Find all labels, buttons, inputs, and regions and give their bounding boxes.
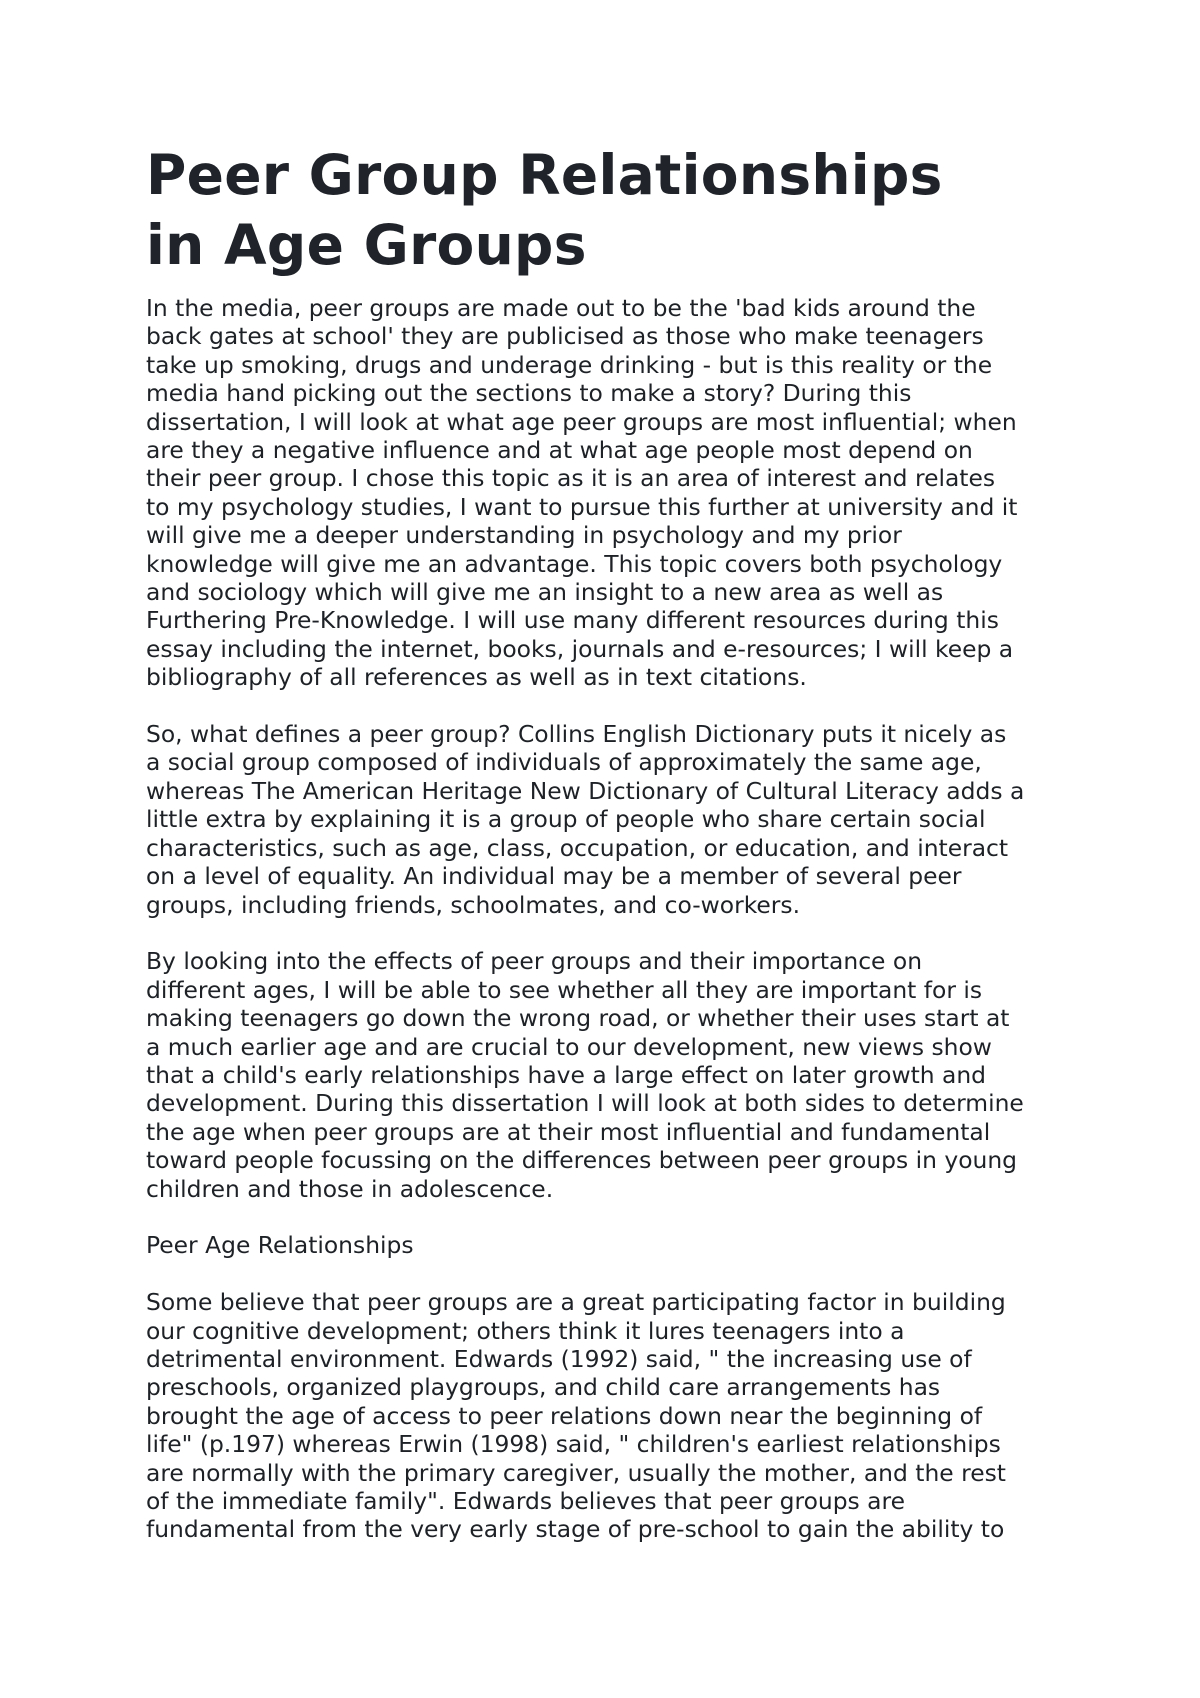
text-line: a social group composed of individuals of approximately the same age, (146, 748, 982, 777)
text-line: Some believe that peer groups are a great participating factor in building (146, 1288, 1006, 1317)
text-line: are normally with the primary caregiver, usually the mother, and the rest (146, 1458, 1006, 1487)
title-line: Peer Group Relationships (146, 143, 943, 207)
text-line: In the media, peer groups are made out to be the 'bad kids around the (146, 294, 976, 322)
text-line: and sociology which will give me an insight to a new area as well as (146, 578, 944, 607)
text-line: detrimental environment. Edwards (1992) said, " the increasing use of (146, 1344, 972, 1373)
section-heading-text: Peer Age Relationships (146, 1231, 414, 1260)
text-line: of the immediate family". Edwards believes that peer groups are (146, 1487, 906, 1515)
text-line: toward people focussing on the differences between peer groups in young (146, 1146, 1018, 1175)
document-body (146, 294, 1076, 1544)
text-line: the age when peer groups are at their most influential and fundamental (146, 1117, 991, 1146)
text-line: that a child's early relationships have a large effect on later growth and (146, 1060, 987, 1089)
text-line: different ages, I will be able to see whether all they are important for is (146, 975, 983, 1004)
text-line: children and those in adolescence. (146, 1174, 554, 1203)
text-line: knowledge will give me an advantage. This topic covers both psychology (146, 549, 1003, 578)
text-line: By looking into the effects of peer groups and their importance on (146, 947, 923, 976)
paragraph-peer-age (146, 1288, 1076, 1544)
title-line: in Age Groups (146, 213, 587, 277)
text-line: their peer group. I chose this topic as it is an area of interest and relates (146, 464, 996, 493)
text-line: back gates at school' they are publicised as those who make teenagers (146, 322, 984, 351)
text-line: are they a negative influence and at what age people most depend on (146, 436, 973, 465)
text-line: dissertation, I will look at what age peer groups are most influential; when (146, 407, 1017, 436)
text-line: characteristics, such as age, class, occupation, or education, and interact (146, 833, 1009, 862)
text-line: a much earlier age and are crucial to our development, new views show (146, 1032, 992, 1061)
page-title (146, 140, 1076, 280)
text-line: life" (p.197) whereas Erwin (1998) said, " children's earliest relationships (146, 1430, 1001, 1459)
text-line: media hand picking out the sections to make a story? During this (146, 379, 912, 408)
text-line: making teenagers go down the wrong road, or whether their uses start at (146, 1004, 1010, 1033)
paragraph-definition (146, 720, 1076, 919)
text-line: brought the age of access to peer relations down near the beginning of (146, 1401, 983, 1430)
text-line: to my psychology studies, I want to pursue this further at university and it (146, 492, 1018, 521)
text-line: will give me a deeper understanding in psychology and my prior (146, 521, 902, 550)
text-line: our cognitive development; others think it lures teenagers into a (146, 1316, 905, 1345)
text-line: groups, including friends, schoolmates, and co-workers. (146, 890, 801, 919)
text-line: So, what defines a peer group? Collins English Dictionary puts it nicely as (146, 720, 1007, 749)
text-line: development. During this dissertation I will look at both sides to determine (146, 1089, 1024, 1118)
text-line: bibliography of all references as well as in text citations. (146, 663, 807, 692)
section-heading (146, 1231, 1076, 1259)
paragraph-effects (146, 947, 1076, 1203)
text-line: essay including the internet, books, journals and e-resources; I will keep a (146, 634, 1014, 663)
paragraph-intro (146, 294, 1076, 692)
text-line: fundamental from the very early stage of pre-school to gain the ability to (146, 1515, 1005, 1544)
text-line: little extra by explaining it is a group of people who share certain social (146, 805, 986, 834)
document-page (146, 140, 1076, 1572)
text-line: whereas The American Heritage New Dictionary of Cultural Literacy adds a (146, 776, 1025, 805)
text-line: Furthering Pre-Knowledge. I will use many different resources during this (146, 606, 999, 635)
text-line: on a level of equality. An individual may be a member of several peer (146, 862, 962, 891)
text-line: preschools, organized playgroups, and child care arrangements has (146, 1373, 941, 1402)
text-line: take up smoking, drugs and underage drinking - but is this reality or the (146, 350, 993, 379)
